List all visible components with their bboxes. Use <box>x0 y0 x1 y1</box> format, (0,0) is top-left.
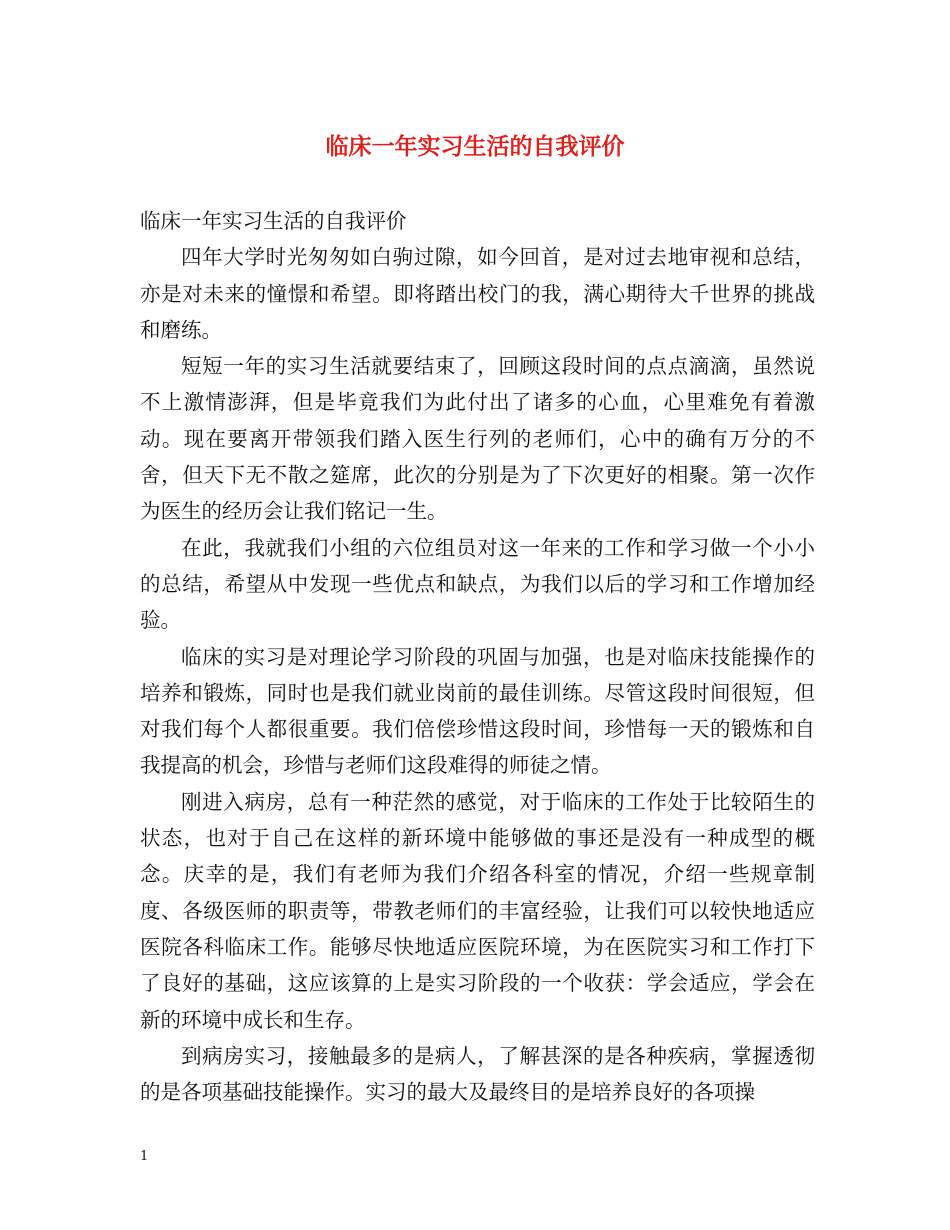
subtitle-line: 临床一年实习生活的自我评价 <box>140 209 407 233</box>
paragraph-2: 短短一年的实习生活就要结束了，回顾这段时间的点点滴滴，虽然说不上激情澎湃，但是毕竟我们为此付出了诸多的心血，心里难免有着激动。现在要离开带领我们踏入医生行列的老师们，心中的确有万分的不舍，但天下无不散之筵席，此次的分别是为了下次更好的相聚。第一次作为医生的经历会让我们铭记一生。 <box>140 354 815 524</box>
document-title: 临床一年实习生活的自我评价 <box>325 133 625 160</box>
paragraph-5: 刚进入病房，总有一种茫然的感觉，对于临床的工作处于比较陌生的状态，也对于自己在这样的新环境中能够做的事还是没有一种成型的概念。庆幸的是，我们有老师为我们介绍各科室的情况，介绍一些规章制度、各级医师的职责等，带教老师们的丰富经验，让我们可以较快地适应医院各科临床工作。能够尽快地适应医院环境，为在医院实习和工作打下了良好的基础，这应该算的上是实习阶段的一个收获：学会适应，学会在新的环境中成长和生存。 <box>140 789 815 1032</box>
page-number: 1 <box>140 1149 149 1164</box>
document-body <box>140 203 815 1110</box>
paragraph-4: 临床的实习是对理论学习阶段的巩固与加强，也是对临床技能操作的培养和锻炼，同时也是我们就业岗前的最佳训练。尽管这段时间很短，但对我们每个人都很重要。我们倍偿珍惜这段时间，珍惜每一天的锻炼和自我提高的机会，珍惜与老师们这段难得的师徒之情。 <box>140 644 815 778</box>
paragraph-1: 四年大学时光匆匆如白驹过隙，如今回首，是对过去地审视和总结，亦是对未来的憧憬和希望。即将踏出校门的我，满心期待大千世界的挑战和磨练。 <box>140 245 815 342</box>
paragraph-3: 在此，我就我们小组的六位组员对这一年来的工作和学习做一个小小的总结，希望从中发现一些优点和缺点，为我们以后的学习和工作增加经验。 <box>140 535 815 633</box>
paragraph-6: 到病房实习，接触最多的是病人，了解甚深的是各种疾病，掌握透彻的是各项基础技能操作。实习的最大及最终目的是培养良好的各项操 <box>140 1043 815 1105</box>
